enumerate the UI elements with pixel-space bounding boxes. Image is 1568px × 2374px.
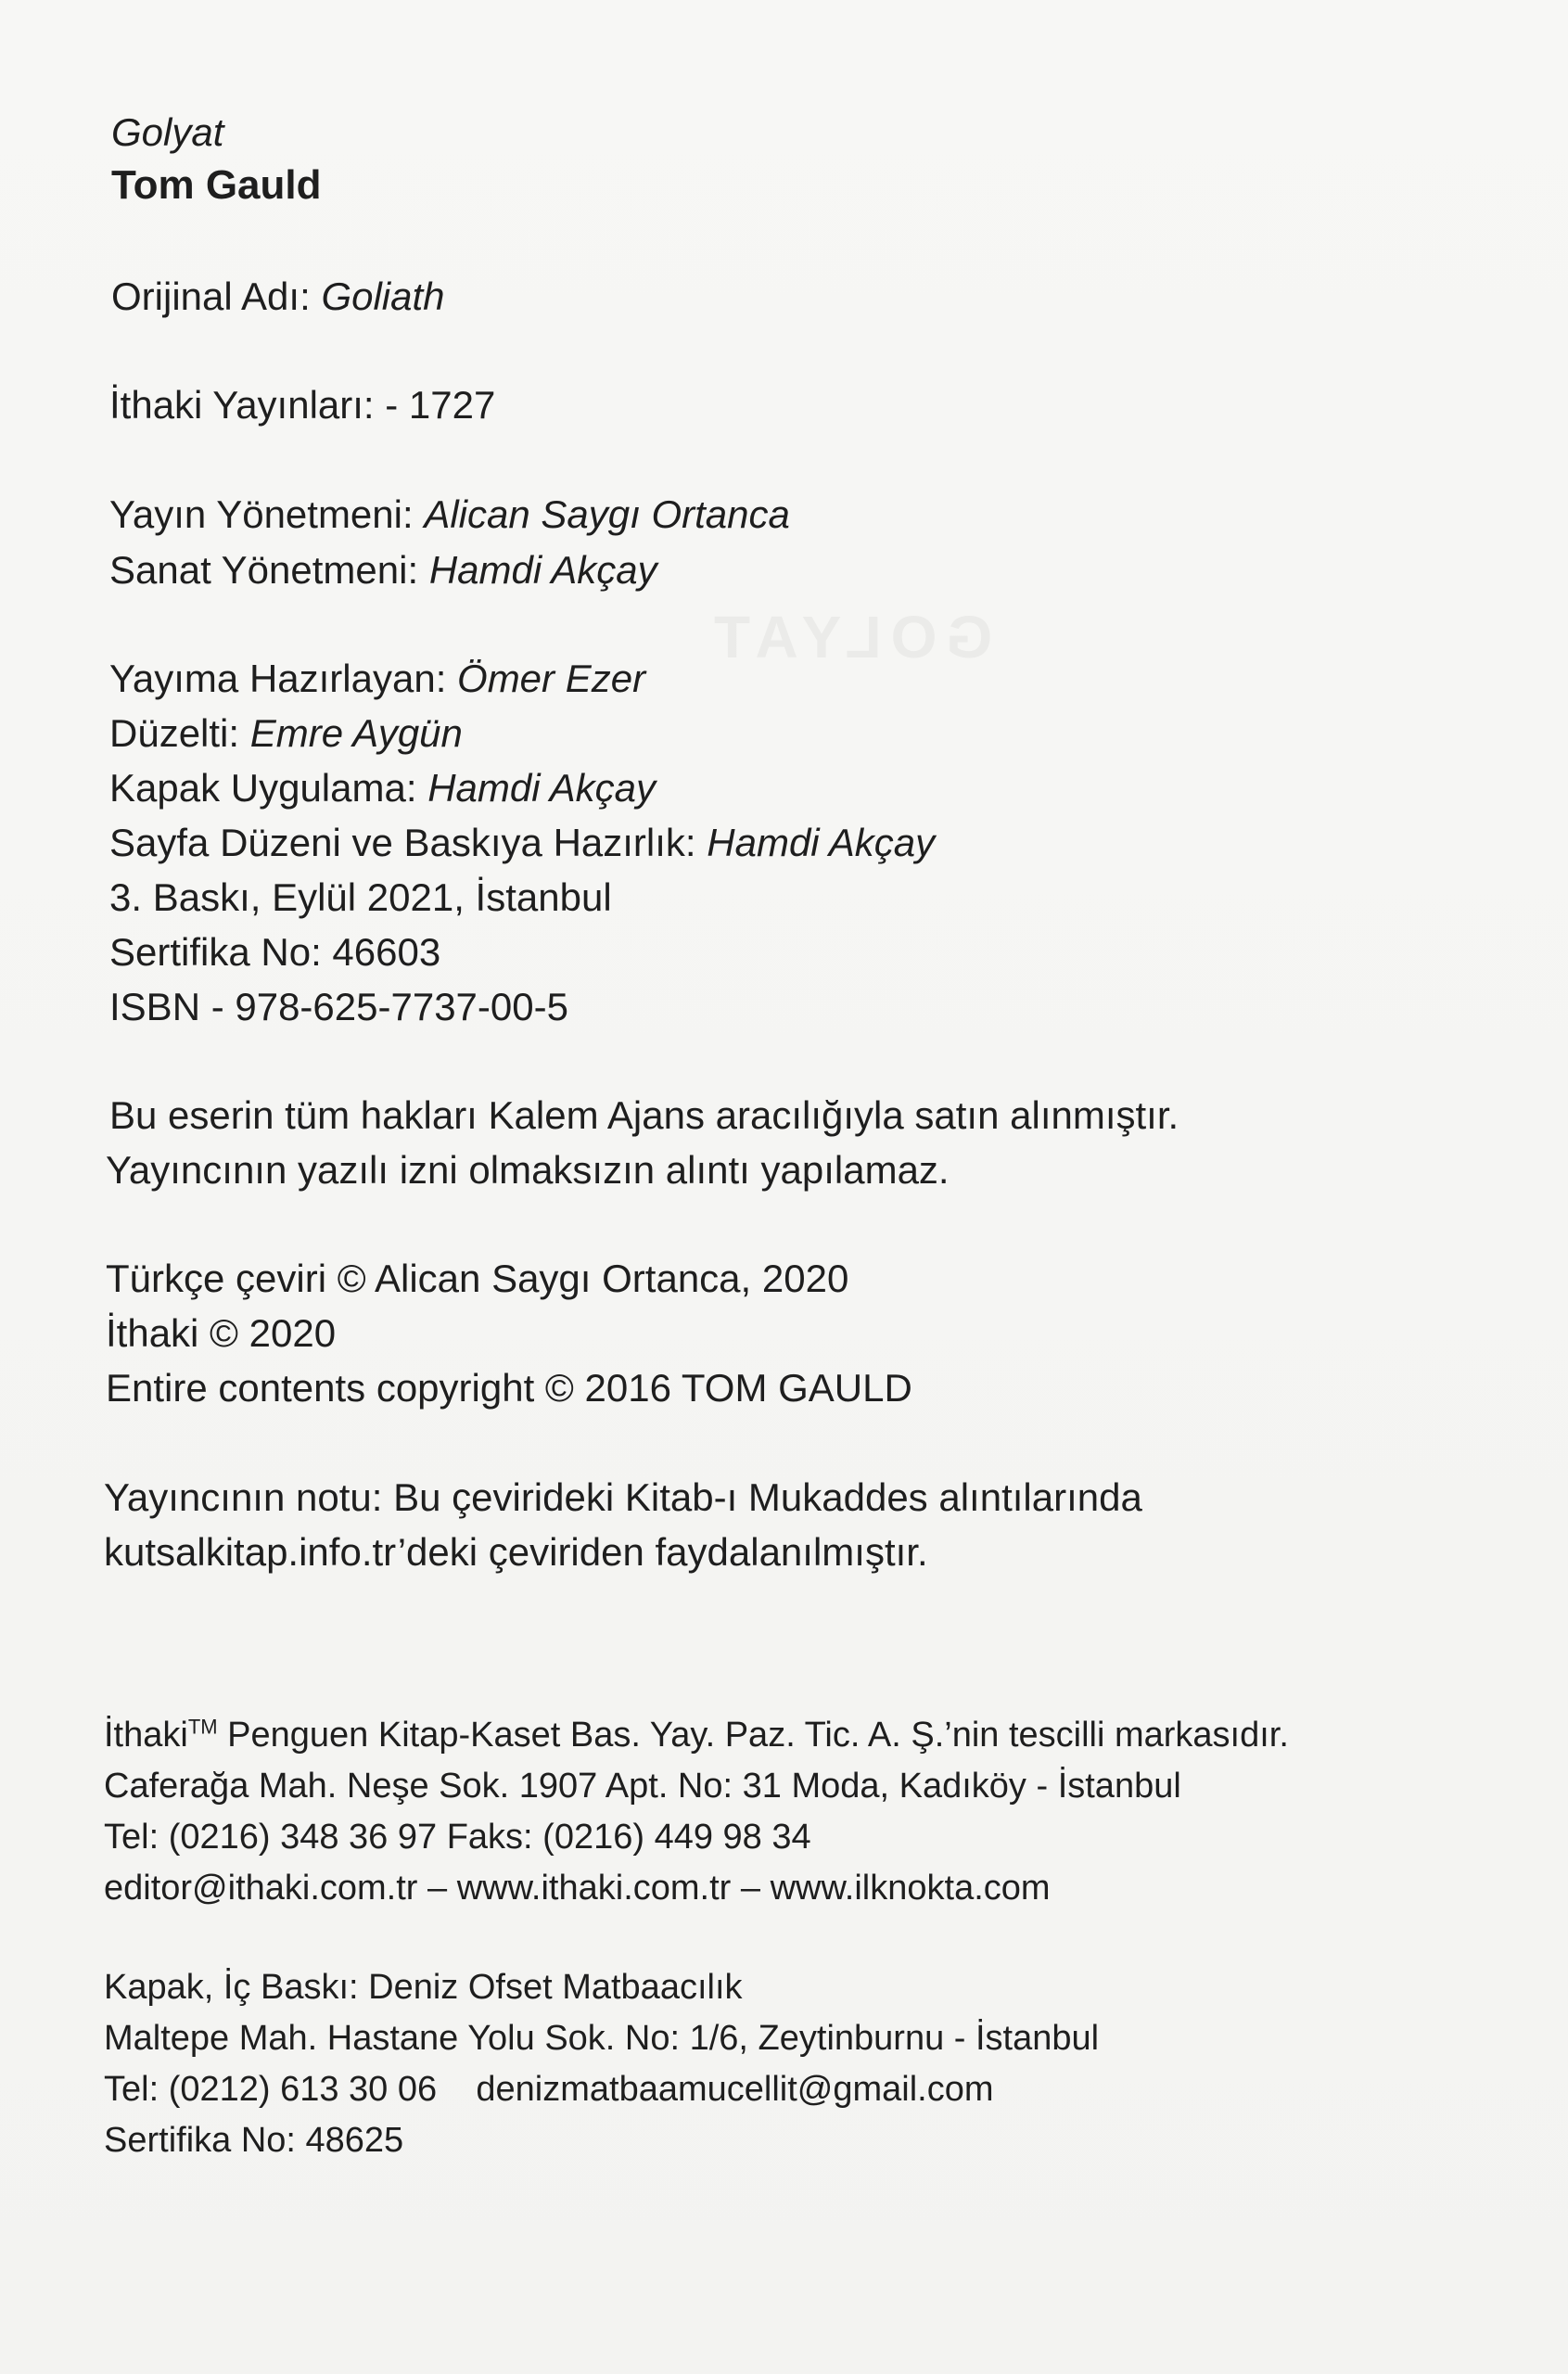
printer-address: Maltepe Mah. Hastane Yolu Sok. No: 1/6, Zeytinburnu - İstanbul xyxy=(104,2019,1100,2058)
author-name: Tom Gauld xyxy=(111,162,322,208)
publisher-note-line: Yayıncının notu: Bu çevirideki Kitab-ı Mukaddes alıntılarında xyxy=(104,1475,1142,1519)
isbn-line: ISBN - 978-625-7737-00-5 xyxy=(109,985,568,1028)
copyright-line: Türkçe çeviri © Alican Saygı Ortanca, 2020 xyxy=(106,1257,849,1300)
rights-line: Bu eserin tüm hakları Kalem Ajans aracılığıyla satın alınmıştır. xyxy=(109,1093,1179,1137)
show-through-text: GOLYAT xyxy=(705,604,993,670)
credit-label: Yayıma Hazırlayan: xyxy=(109,657,458,700)
book-title: Golyat xyxy=(111,110,224,154)
trademark-text: Penguen Kitap-Kaset Bas. Yay. Paz. Tic. A. Ş.’nin tescilli markasıdır. xyxy=(217,1716,1289,1755)
printer-phone: Tel: (0212) 613 30 06 denizmatbaamucellit@gmail.com xyxy=(104,2070,994,2109)
staff-name: Hamdi Akçay xyxy=(428,548,657,592)
publisher-phone: Tel: (0216) 348 36 97 Faks: (0216) 449 98 34 xyxy=(104,1818,811,1857)
credit-name: Ömer Ezer xyxy=(457,657,646,700)
edition-line: 3. Baskı, Eylül 2021, İstanbul xyxy=(109,875,612,919)
cover-design-line xyxy=(109,765,656,811)
publisher-contacts: editor@ithaki.com.tr – www.ithaki.com.tr – www.ilknokta.com xyxy=(104,1869,1051,1908)
original-title-line xyxy=(111,274,445,320)
copyright-line: Entire contents copyright © 2016 TOM GAULD xyxy=(106,1366,912,1410)
original-title-label: Orijinal Adı: xyxy=(111,274,322,318)
staff-name: Alican Saygı Ortanca xyxy=(424,492,790,536)
staff-label: Sanat Yönetmeni: xyxy=(109,548,429,592)
editor-in-chief-line xyxy=(109,491,790,538)
art-director-line xyxy=(109,547,657,594)
copyright-line: İthaki © 2020 xyxy=(106,1311,337,1355)
staff-label: Yayın Yönetmeni: xyxy=(109,492,425,536)
trademark-symbol: TM xyxy=(187,1715,218,1739)
original-title: Goliath xyxy=(321,274,445,318)
trademark-line xyxy=(104,1714,1289,1756)
rights-line: Yayıncının yazılı izni olmaksızın alıntı yapılamaz. xyxy=(106,1148,950,1192)
printer-name: Kapak, İç Baskı: Deniz Ofset Matbaacılık xyxy=(104,1968,743,2007)
credit-label: Sayfa Düzeni ve Baskıya Hazırlık: xyxy=(109,821,708,864)
series-number: İthaki Yayınları: - 1727 xyxy=(109,383,496,427)
certificate-line: Sertifika No: 46603 xyxy=(109,930,441,974)
credit-name: Hamdi Akçay xyxy=(707,821,936,864)
credit-name: Emre Aygün xyxy=(249,711,463,755)
credit-label: Düzelti: xyxy=(109,711,250,755)
credit-name: Hamdi Akçay xyxy=(427,766,657,810)
publisher-address: Caferağa Mah. Neşe Sok. 1907 Apt. No: 31 Moda, Kadıköy - İstanbul xyxy=(104,1767,1181,1806)
credit-label: Kapak Uygulama: xyxy=(109,766,428,810)
proofreading-line xyxy=(109,710,463,757)
publisher-note-line: kutsalkitap.info.tr’deki çeviriden faydalanılmıştır. xyxy=(104,1530,928,1574)
layout-line xyxy=(109,820,935,866)
printer-certificate: Sertifika No: 48625 xyxy=(104,2121,404,2160)
publisher-brand: İthaki xyxy=(104,1716,188,1755)
prepared-by-line xyxy=(109,656,645,702)
